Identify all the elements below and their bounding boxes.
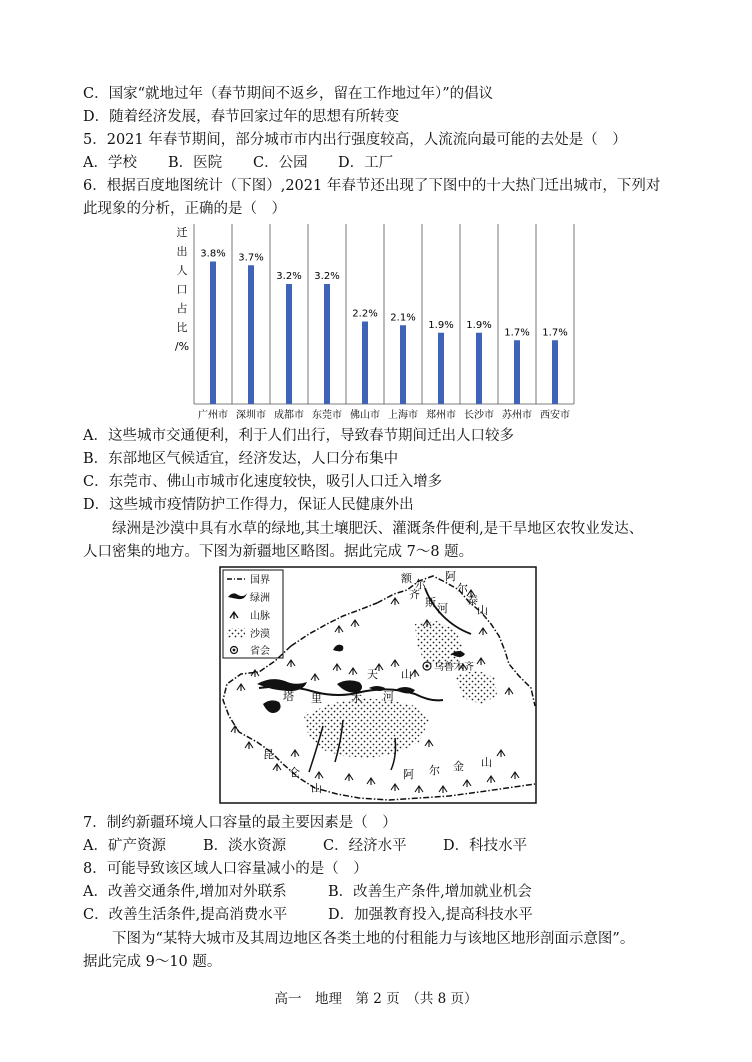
bar-data-label: 2.1% bbox=[390, 312, 416, 324]
x-tick-label: 西安市 bbox=[540, 410, 570, 421]
bar bbox=[324, 284, 330, 404]
q8-option: C．改善生活条件,提高消费水平 bbox=[83, 907, 288, 923]
q8-option: A．改善交通条件,增加对外联系 bbox=[83, 884, 287, 900]
x-tick-label: 上海市 bbox=[388, 410, 418, 421]
x-tick-label: 东莞市 bbox=[312, 410, 342, 421]
altun-label: 山 bbox=[481, 756, 492, 769]
q5-option: D．工厂 bbox=[338, 155, 394, 171]
q7-option: B．淡水资源 bbox=[203, 838, 287, 854]
y-axis-label-char: 口 bbox=[176, 283, 188, 296]
y-axis-label-char: 迁 bbox=[176, 226, 188, 239]
bar-data-label: 1.7% bbox=[542, 327, 568, 339]
bar bbox=[248, 265, 254, 404]
q8-options-row2 bbox=[83, 905, 533, 925]
bar bbox=[552, 340, 558, 404]
bar bbox=[210, 262, 216, 405]
legend-label: 绿洲 bbox=[250, 593, 270, 604]
question-6-line1: 6．根据百度地图统计（下图）,2021 年春节还出现了下图中的十大热门迁出城市，下列对 bbox=[83, 178, 661, 194]
q5-option: B．医院 bbox=[168, 155, 223, 171]
page-footer: 高一 地理 第 2 页 （共 8 页） bbox=[274, 991, 478, 1007]
bar bbox=[400, 325, 406, 404]
legend-label: 省会 bbox=[250, 646, 270, 657]
x-tick-label: 成都市 bbox=[274, 410, 304, 421]
legend-desert-symbol bbox=[227, 628, 245, 638]
q7-options bbox=[83, 836, 527, 856]
q8-option: D．加强教育投入,提高科技水平 bbox=[328, 907, 533, 923]
kunlun-label: 仑 bbox=[289, 766, 300, 779]
q6-option-d: D．这些城市疫情防护工作得力，保证人民健康外出 bbox=[83, 497, 414, 513]
altai-label: 山 bbox=[477, 604, 488, 617]
irtysh-label: 斯 bbox=[425, 596, 436, 609]
altun-label: 尔 bbox=[429, 764, 440, 777]
tarim-label: 河 bbox=[383, 690, 394, 703]
intro-9-10-line1: 下图为“某特大城市及其周边地区各类土地的付租能力与该地区地形剖面示意图”。 bbox=[112, 931, 635, 947]
tarim-label: 里 bbox=[311, 692, 322, 705]
q7-option: C．经济水平 bbox=[323, 838, 407, 854]
tianshan-label: 天 bbox=[367, 668, 378, 681]
tarim-label: 塔 bbox=[283, 690, 294, 703]
tarim-label: 木 bbox=[351, 692, 362, 705]
legend-label: 国界 bbox=[250, 575, 270, 586]
bar-data-label: 3.7% bbox=[238, 252, 264, 264]
bar-data-label: 3.8% bbox=[200, 248, 226, 260]
bar bbox=[438, 333, 444, 404]
legend-label: 山脉 bbox=[250, 611, 270, 622]
irtysh-label: 尔 bbox=[415, 578, 426, 591]
urumqi-label: 乌鲁木齐 bbox=[434, 662, 474, 673]
y-axis-label-char: 人 bbox=[176, 264, 188, 277]
bar-data-label: 1.9% bbox=[466, 319, 492, 331]
y-axis-label bbox=[175, 226, 189, 353]
x-tick-label: 佛山市 bbox=[350, 410, 380, 421]
intro-7-8-line1: 绿洲是沙漠中具有水草的绿地,其土壤肥沃、灌溉条件便利,是干旱地区农牧业发达、 bbox=[112, 521, 644, 537]
bar bbox=[476, 333, 482, 404]
tianshan-label: 山 bbox=[401, 668, 412, 681]
irtysh-label: 额 bbox=[401, 572, 412, 585]
bar-data-label: 1.7% bbox=[504, 327, 530, 339]
bar-data-label: 1.9% bbox=[428, 319, 454, 331]
bar-chart bbox=[172, 222, 582, 427]
y-axis-label-char: 比 bbox=[176, 321, 188, 334]
irtysh-label: 河 bbox=[437, 602, 448, 615]
altai-label: 阿 bbox=[445, 570, 456, 583]
kunlun-label: 山 bbox=[311, 782, 322, 795]
q8-options-row1 bbox=[83, 882, 532, 902]
altun-label: 阿 bbox=[403, 768, 414, 781]
y-axis-label-char: 出 bbox=[176, 245, 188, 258]
altai-label: 泰 bbox=[467, 594, 478, 607]
urumqi-marker-dot bbox=[426, 665, 429, 668]
question-5: 5．2021 年春节期间，部分城市市内出行强度较高，人流流向最可能的去处是（ ） bbox=[83, 132, 627, 148]
question-7: 7．制约新疆环境人口容量的最主要因素是（ ） bbox=[83, 815, 397, 831]
x-tick-label: 郑州市 bbox=[426, 410, 456, 421]
q5-option: A．学校 bbox=[83, 155, 137, 171]
bar-data-label: 2.2% bbox=[352, 308, 378, 320]
q7-option: D．科技水平 bbox=[443, 838, 528, 854]
q4-option-d: D．随着经济发展，春节回家过年的思想有所转变 bbox=[83, 109, 400, 125]
q6-option-b: B．东部地区气候适宜，经济发达，人口分布集中 bbox=[83, 451, 399, 467]
legend-capital-dot bbox=[233, 649, 236, 652]
q6-option-c: C．东莞市、佛山市城市化速度较快，吸引人口迁入增多 bbox=[83, 474, 443, 490]
q4-option-c: C．国家“就地过年（春节期间不返乡，留在工作地过年）”的倡议 bbox=[83, 86, 494, 102]
x-tick-label: 苏州市 bbox=[502, 410, 532, 421]
x-tick-label: 广州市 bbox=[198, 410, 228, 421]
y-axis-label-char: 占 bbox=[176, 302, 188, 315]
q6-option-a: A．这些城市交通便利，利于人们出行，导致春节期间迁出人口较多 bbox=[83, 428, 514, 444]
bar bbox=[286, 284, 292, 404]
kunlun-label: 昆 bbox=[263, 748, 274, 761]
q5-option: C．公园 bbox=[253, 155, 308, 171]
y-axis-label-char: /% bbox=[174, 340, 190, 353]
x-tick-label: 深圳市 bbox=[236, 410, 266, 421]
question-8: 8．可能导致该区域人口容量减小的是（ ） bbox=[83, 861, 368, 877]
bar-data-label: 3.2% bbox=[276, 271, 302, 282]
altai-label: 尔 bbox=[457, 582, 468, 595]
bar bbox=[514, 340, 520, 404]
bar bbox=[362, 322, 368, 405]
irtysh-label: 齐 bbox=[409, 588, 420, 601]
bar-data-label: 3.2% bbox=[314, 271, 340, 282]
q5-options bbox=[83, 153, 393, 173]
xinjiang-map bbox=[219, 566, 537, 804]
altun-label: 金 bbox=[453, 760, 464, 773]
chart-x-tick-labels bbox=[198, 408, 570, 421]
x-tick-label: 长沙市 bbox=[464, 410, 494, 421]
question-6-line2: 此现象的分析，正确的是（ ） bbox=[83, 201, 286, 217]
q8-option: B．改善生产条件,增加就业机会 bbox=[328, 884, 532, 900]
intro-7-8-line2: 人口密集的地方。下图为新疆地区略图。据此完成 7～8 题。 bbox=[83, 544, 474, 560]
q7-option: A．矿产资源 bbox=[83, 838, 166, 854]
legend-label: 沙漠 bbox=[250, 629, 270, 640]
intro-9-10-line2: 据此完成 9～10 题。 bbox=[83, 954, 222, 970]
